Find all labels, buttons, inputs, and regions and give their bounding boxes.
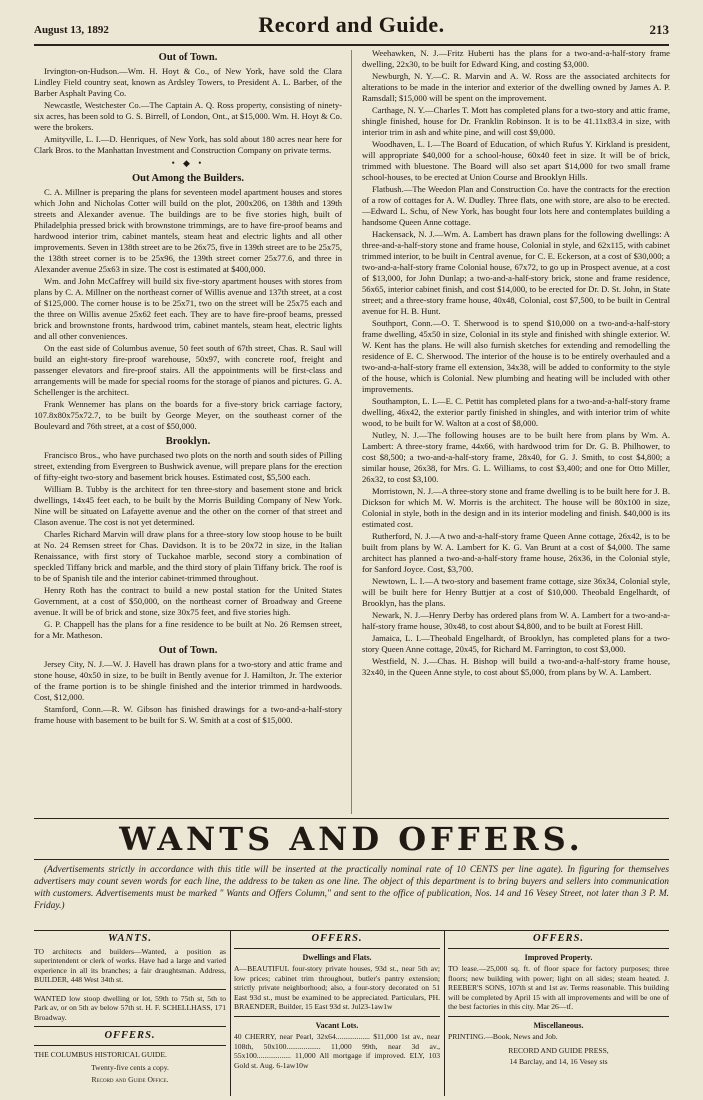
article-paragraph: Westfield, N. J.—Chas. H. Bishop will build a two-and-a-half-story frame house, 32x40, in the Queen Anne style, to cost about $5,000, from plans by W. A. Lambert. (362, 656, 670, 677)
ad-heading: WANTS. (107, 933, 153, 944)
ad-item: TO lease.—25,000 sq. ft. of floor space for factory purposes; three floors; new building with power; light on all sides; steam heated. J. REEBER'S SONS, 107th st and 1st av. Terms reasonable. This building will be completed by April 15 with all improvements and will be one of the best factories in this city. Mar 26—tf. (448, 964, 669, 1011)
section-heading: Out of Town. (158, 645, 218, 656)
ad-item: 14 Barclay, and 14, 16 Vesey sts (509, 1057, 608, 1066)
article-paragraph: Francisco Bros., who have purchased two plots on the north and south sides of Pilling street, extending from Evergreen to Bushwick avenue, will prepare plans for the erection of fifty-eight two-story and basement brick houses. Estimated cost, $5,500 each. (34, 450, 342, 482)
ad-item: WANTED low stoop dwelling or lot, 59th to 75th st, 5th to Park av, or on 5th av below 57th st. H. F. SCHELLHASS, 171 Broadway. (34, 993, 226, 1022)
article-paragraph: Rutherford, N. J.—A two and-a-half-story frame Queen Anne cottage, 26x42, is to be built from plans by W. A. Lambert for K. G. Van Brunt at a cost of $4,000. The same architect has planned a two-and-a-half-story frame house, 26x36, in the Colonial style, for Sanford Joyce. Cost, $3,700. (362, 531, 670, 574)
right-column (362, 48, 670, 818)
ad-item: Record and Guide Office. (91, 1074, 169, 1084)
ad-item: 40 CHERRY, near Pearl, 32x64.................. $11,000 1st av., near 108th, 50x100.................. 11,000 99th, near 3d av., 55x100.................. 11,000 All mortgage if improved. ELY, 103 Gold st. Aug. 6-1aw10w (234, 1032, 440, 1070)
ad-item: PRINTING.—Book, News and Job. (448, 1032, 558, 1041)
article-paragraph: Southport, Conn.—O. T. Sherwood is to spend $10,000 on a two-and-a-half-story frame dwelling, 45x50 in size, Colonial in its style and finished with shingle exterior. W. W. Kent has the plans. He will also furnish sketches for extending and remodelling the residence of E. C. Sherwood. The interior of the house is to be entirely overhauled and a two-and-a-half-story frame ell extension, 34x38, will be added to conformity to the style of the house, which is Colonial. New plumbing and heating will be included with other improvements. (362, 318, 670, 394)
article-paragraph: C. A. Millner is preparing the plans for seventeen model apartment houses and stores which John and Nicholas Cotter will build on the plot, 200x206, on 138th and 139th streets and Alexander avenue. The buildings are to be five stories high, built of Philadelphia pressed brick with brownstone trimmings, are to have fire-proof beams and hardwood interior trim, cabinet mantels, steam heat and electric lights and all other improvements. Seven in 138th street are to be 26x75, five in 139th street are to be 25x75, the 138th street corner is to be 25x96, the 139th street corner 25x77.6, and three in Alexander avenue 25x63 in size. The cost is estimated at $400,000. (34, 187, 342, 274)
offers-column-middle (234, 931, 440, 1096)
ad-column-divider (444, 931, 445, 1096)
ad-heading: OFFERS. (532, 933, 585, 944)
section-heading: Out Among the Builders. (131, 173, 244, 184)
article-paragraph: On the east side of Columbus avenue, 50 feet south of 67th street, Chas. R. Saul will build an eight-story fire-proof warehouse, 50x97, with concrete roof, freight and passenger elevators and fire-proof stairs. All the appointments will be first-class and arrangements will be made for special rooms for the storage of pianos and pictures. G. A. Schellenger is the architect. (34, 343, 342, 397)
article-paragraph: Newtown, L. I.—A two-story and basement frame cottage, size 36x34, Colonial style, will be built here for Henry Buttjer at a cost of $10,000. Theobald Engelhardt, of Brooklyn, has the plans. (362, 576, 670, 608)
issue-date: August 13, 1892 (34, 24, 109, 36)
article-paragraph: Frank Wennemer has plans on the boards for a five-story brick carriage factory, 107.8x80x75x72.7, to be built by George Meyer, on the southeast corner of the Boulevard and 76th street, at a cost of $50,000. (34, 399, 342, 431)
ads-intro: (Advertisements strictly in accordance with this title will be inserted at the practically nominal rate of 10 CENTS per line agate). In figuring for themselves advertisers may count seven words for each line, the address to be taken as one line. The object of this department is to bring buyers and sellers into communication with customers. Advertisements must be marked " Wants and Offers Column," and sent to the office of publication, Nos. 14 and 16 Vesey Street, not later than 3 P. M. Friday.) (34, 865, 669, 911)
article-paragraph: Hackensack, N. J.—Wm. A. Lambert has drawn plans for the following dwellings: A three-and-a-half-story stone and frame house, Colonial in style, and 62x115, with cabinet trimmed interior, to be built in Central avenue, for C. E. Eckerson, at a cost of $30,000; a two-and-a-half-story frame Colonial house, 67x72, to go up in Prospect avenue, at a cost of $13,000, for John Dunlap; a two-and-a-half-story brick, stone and frame residence, 56x65, interior cabinet finish, and cost $14,000, to be erected for Dr. D. St. John, in State street; and a three-story frame house, 40x48, Colonial, cost $7,500, to be built in Central avenue for H. B. Hunt. (362, 229, 670, 316)
article-paragraph: Nutley, N. J.—The following houses are to be built here from plans by Wm. A. Lambert: A three-story frame, 44x66, with hardwood trim for Dr. G. B. Philhower, to cost $8,500; a two-and-a-half-story frame, 28x40, for G. J. Smith, to cost $4,800; a similar house, 26x38, for Mrs. G. L. Williams, to cost $3,400; and one for Otto Miller, 26x32, to cost $3,100. (362, 430, 670, 484)
ad-subheading: Vacant Lots. (315, 1020, 359, 1030)
ad-column-divider (230, 931, 231, 1096)
article-paragraph: Newark, N. J.—Henry Derby has ordered plans from W. A. Lambert for a two-and-a-half-story frame house, 30x48, to cost about $4,800, and to be built at Forest Hill. (362, 610, 670, 631)
article-paragraph: Weehawken, N. J.—Fritz Huberti has the plans for a two-and-a-half-story frame dwelling, 22x30, to be built for Edward King, and costing $3,000. (362, 48, 670, 69)
article-paragraph: Charles Richard Marvin will draw plans for a three-story low stoop house to be built at No. 24 Remsen street for Chas. Davidson. It is to be 20x72 in size, in the Italian Renaissance, with first story of Tuckahoe marble, second story a combination of speckled Tiffany brick and marble, and the third story of plain Tiffany brick. The roof is to be of Spanish tile and the interior cabinet-trimmed throughout. (34, 529, 342, 583)
article-paragraph: Wm. and John McCaffrey will build six five-story apartment houses with stores from plans by C. A. Millner on the northeast corner of Willis avenue and 137th street, at a cost of $125,000. The corner house is to be 25x71, two on the street will be 25x75 each and the three on Willis avenue 25x62 feet each. They are to have fire-proof beams, pressed brick and brownstone fronts, hardwood trim, cabinet mantels, steam heat, electric lights and all other conveniences. (34, 276, 342, 341)
section-heading: Out of Town. (158, 52, 218, 63)
ad-rule (34, 1026, 226, 1027)
ad-item: TO architects and builders—Wanted, a position as superintendent or clerk of works. Have had a large and varied experience in all its branches; a fair draughtsman. Address, BUILDER, 448 West 34th st. (34, 946, 226, 984)
article-paragraph: Southampton, L. I.—E. C. Pettit has completed plans for a two-and-a-half-story frame dwelling, 46x42, the exterior partly finished in shingles, and with interior trim of white wood, to be built for W. Walton at a cost of $8,000. (362, 396, 670, 428)
article-paragraph: Morristown, N. J.—A three-story stone and frame dwelling is to be built here for J. B. Dickson for which M. W. Morris is the architect. The house will be 80x100 in size, Colonial in style, both in the design and in its interior modeling and finish. $40,000 is its estimated cost. (362, 486, 670, 529)
article-paragraph: Amityville, L. I.—D. Henriques, of New York, has sold about 180 acres near here for Clark Bros. to the Manhattan Investment and Construction Company on private terms. (34, 134, 342, 155)
ad-rule (448, 948, 669, 949)
article-paragraph: G. P. Chappell has the plans for a fine residence to be built at No. 26 Remsen street, for a Mr. Matheson. (34, 619, 342, 640)
article-paragraph: Henry Roth has the contract to build a new postal station for the United States Government, at a cost of $50,000, on the northeast corner of Broadway and Greene avenue. It will be of brick and stone, size 30x75 feet, and five stories high. (34, 585, 342, 617)
classified-ads (34, 930, 669, 1096)
section-divider: • ◆ • (171, 158, 205, 168)
ad-item: RECORD AND GUIDE PRESS, (508, 1045, 609, 1055)
article-paragraph: Newcastle, Westchester Co.—The Captain A. Q. Ross property, consisting of ninety-six acres, has been sold to G. S. Birrell, of London, Ont., at $15,000. Wm. H. Hoyt & Co. were the brokers. (34, 100, 342, 132)
article-paragraph: Flatbush.—The Weedon Plan and Construction Co. have the contracts for the erection of a row of cottages for A. W. Dudley. Three flats, one with store, are also to be erected.—Edward L. Schu, of New York, has bought four lots here and contemplates building a handsome Queen Anne cottage. (362, 184, 670, 227)
ad-heading: OFFERS. (311, 933, 363, 944)
ad-item: Twenty-five cents a copy. (91, 1063, 169, 1072)
ad-subheading: Dwellings and Flats. (302, 952, 372, 962)
ad-rule (34, 989, 226, 990)
ad-heading: OFFERS. (104, 1030, 156, 1041)
article-paragraph: William B. Tubby is the architect for ten three-story and basement stone and brick dwellings, 14x45 feet each, to be built by the Morris Building Company of New York. Nine will be situated on Lafayette avenue and the other on the corner of that street and Clason avenue. The cost is not yet determined. (34, 484, 342, 527)
ad-subheading: Improved Property. (524, 952, 593, 962)
article-paragraph: Newburgh, N. Y.—C. R. Marvin and A. W. Ross are the associated architects for alterations to be made in the interior and exterior of the dwelling owned by James A. P. Ramsdall; $15,000 will be spent on the improvement. (362, 71, 670, 103)
page-header (34, 10, 669, 46)
ad-item: A—BEAUTIFUL four-story private houses, 93d st., near 5th av; low prices; cabinet trim throughout, butler's pantry extension; strictly private neighborhood; also, a four-story decorated on 51 East 93d st., must be examined to be appreciated. Particulars, PH. BRAENDER, Builder, 15 East 93d st. Jul23-1aw1w (234, 964, 440, 1011)
ad-rule (34, 1045, 226, 1046)
page-number: 213 (649, 22, 669, 37)
publication-title: Record and Guide. (258, 12, 445, 37)
article-paragraph: Stamford, Conn.—R. W. Gibson has finished drawings for a two-and-a-half-story frame house with basement to be built for S. W. Smith at a cost of $15,000. (34, 704, 342, 725)
article-paragraph: Jamaica, L. I.—Theobald Engelhardt, of Brooklyn, has completed plans for a two-story Queen Anne cottage, 20x45, for Richard M. Farrington, to cost $3,000. (362, 633, 670, 654)
article-paragraph: Woodhaven, L. I.—The Board of Education, of which Rufus Y. Kirkland is president, will appropriate $40,000 for a school-house, 60x40 feet in size. It will be of brick, trimmed with bluestone. The Board will also set apart $14,000 for two small frame school-houses, to be erected at Union Course and Brooklyn Hills. (362, 139, 670, 182)
ad-subheading: Miscellaneous. (533, 1020, 584, 1030)
article-paragraph: Jersey City, N. J.—W. J. Havell has drawn plans for a two-story and attic frame and stone house, 40x50 in size, to be built in Bently avenue for J. Hamilton, Jr. The exterior of the frame portion is to be shingle finished and the interior trimmed in hardwoods. Cost, $12,000. (34, 659, 342, 702)
wants-column (34, 931, 226, 1096)
wants-offers-banner: WANTS AND OFFERS. (34, 818, 669, 860)
left-column (34, 48, 342, 818)
ad-item: THE COLUMBUS HISTORICAL GUIDE. (34, 1049, 167, 1059)
offers-column-right (448, 931, 669, 1096)
article-paragraph: Carthage, N. Y.—Charles T. Mott has completed plans for a two-story and attic frame, shingle finished, house for Dr. Franklin Robinson. It is to be 41.11x83.4 in size, with interior trim in ash and white pine, and will cost $9,000. (362, 105, 670, 137)
ad-rule (234, 1016, 440, 1017)
section-heading: Brooklyn. (165, 436, 211, 447)
article-paragraph: Irvington-on-Hudson.—Wm. H. Hoyt & Co., of New York, have sold the Clara Lindley Field country seat, known as Ardsley Towers, to President A. L. Barber, of the Barber Asphalt Paving Co. (34, 66, 342, 98)
ad-rule (234, 948, 440, 949)
ad-rule (448, 1016, 669, 1017)
column-divider (351, 50, 352, 814)
